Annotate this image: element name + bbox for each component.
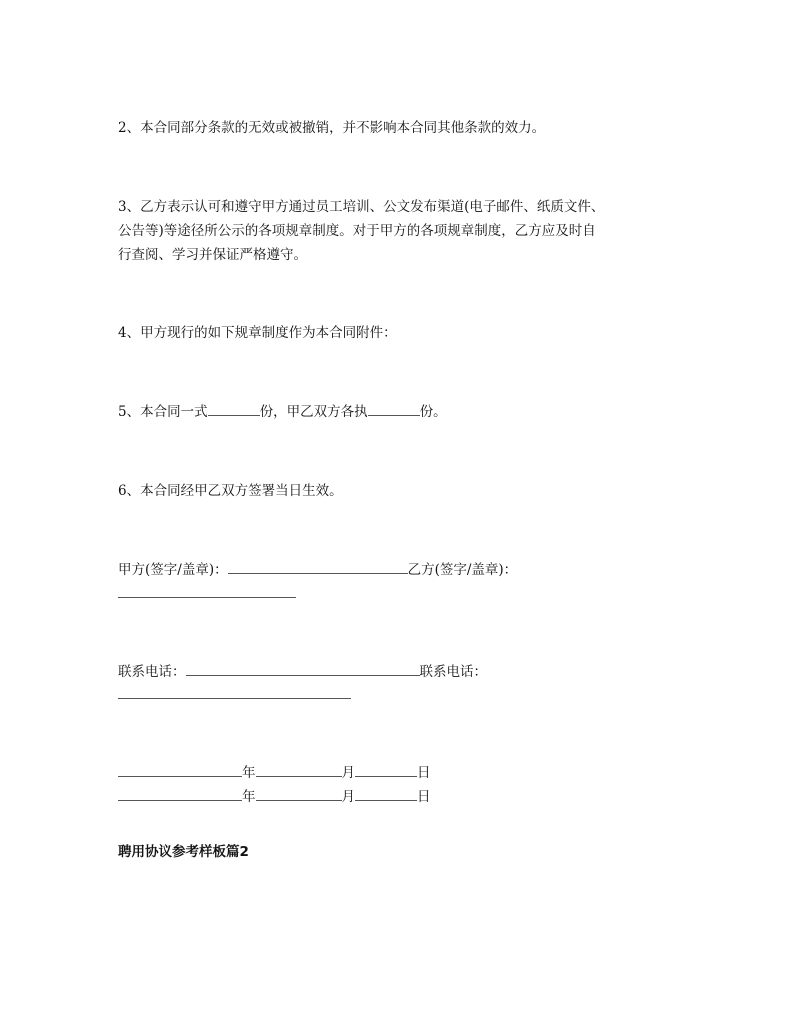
clause-5-prefix: 5、本合同一式: [118, 404, 208, 420]
year-label: 年: [242, 789, 256, 805]
clause-3-line-1: 3、乙方表示认可和遵守甲方通过员工培训、公文发布渠道(电子邮件、纸质文件、: [118, 199, 605, 215]
party-b-phone-label: 联系电话：: [419, 664, 487, 680]
clause-2: 2、本合同部分条款的无效或被撤销，并不影响本合同其他条款的效力。: [118, 120, 546, 136]
day-label: 日: [417, 789, 431, 805]
party-a-phone-blank: [186, 661, 420, 676]
year-label: 年: [242, 765, 256, 781]
month-blank: [256, 786, 342, 801]
clause-4: 4、甲方现行的如下规章制度作为本合同附件：: [118, 325, 397, 341]
clause-3-line-3: 行查阅、学习并保证严格遵守。: [118, 247, 307, 263]
date-row-party-a: [118, 761, 431, 785]
copies-each-blank: [368, 401, 420, 416]
phone-row: [118, 660, 487, 684]
month-blank: [256, 762, 342, 777]
party-a-signature-blank: [228, 559, 408, 574]
year-blank: [118, 786, 242, 801]
clause-3-line-2: 公告等)等途径所公示的各项规章制度。对于甲方的各项规章制度，乙方应及时自: [118, 223, 596, 239]
section-heading: 聘用协议参考样板篇2: [118, 844, 249, 860]
clause-5: [118, 400, 447, 424]
clause-5-middle: 份，甲乙双方各执: [259, 404, 368, 420]
day-label: 日: [417, 765, 431, 781]
day-blank: [355, 786, 417, 801]
month-label: 月: [341, 765, 355, 781]
year-blank: [118, 762, 242, 777]
clause-5-suffix: 份。: [419, 404, 447, 420]
party-b-signature-label: 乙方(签字/盖章)：: [407, 562, 518, 578]
month-label: 月: [341, 789, 355, 805]
copies-total-blank: [208, 401, 260, 416]
party-b-signature-blank: [118, 597, 296, 598]
signature-row: [118, 558, 517, 582]
party-a-signature-label: 甲方(签字/盖章)：: [118, 562, 228, 578]
day-blank: [355, 762, 417, 777]
party-b-phone-blank: [118, 698, 351, 699]
date-row-party-b: [118, 785, 431, 809]
clause-6: 6、本合同经甲乙双方签署当日生效。: [118, 483, 343, 499]
party-a-phone-label: 联系电话：: [118, 664, 186, 680]
